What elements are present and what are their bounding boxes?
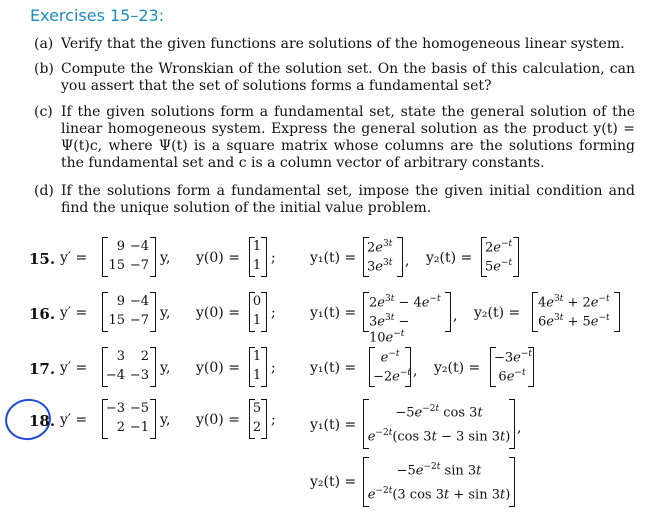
problem-15-y2-label: y₂(t) =	[426, 250, 473, 266]
problem-16-y2-vector: $4e^{3t} + 2e^{-t}$ $6e^{3t} + 5e^{-t}$	[532, 292, 620, 332]
part-d-label: (d)	[34, 183, 54, 199]
problem-15-y0-label: y(0) =	[196, 250, 240, 266]
part-d	[34, 183, 634, 217]
comma: ,	[517, 420, 522, 436]
problem-16-y2-label: y₂(t) =	[474, 305, 521, 321]
problem-15-y1-label: y₁(t) =	[310, 250, 357, 266]
exercises-title: Exercises 15–23:	[30, 6, 165, 25]
problem-17-number: 17.	[29, 360, 56, 378]
vector-cell: 0	[252, 294, 262, 309]
part-c	[34, 104, 634, 172]
comma: ,	[413, 363, 418, 379]
part-c-label: (c)	[34, 104, 53, 120]
matrix-cell: −5	[129, 401, 149, 416]
problem-17-y0-vector	[249, 347, 267, 387]
semicolon: ;	[271, 360, 276, 376]
part-a-label: (a)	[34, 36, 54, 52]
matrix-cell: 15	[108, 313, 125, 328]
problem-15-y1-vector: $2e^{3t}$ $3e^{3t}$	[363, 237, 403, 277]
vector-cell: 1	[252, 368, 262, 383]
semicolon: ;	[271, 412, 276, 428]
vector-cell: 1	[252, 349, 262, 364]
problem-15-number: 15.	[29, 250, 56, 268]
problem-15-y0-vector	[249, 237, 267, 277]
problem-16-yprime: y′ =	[60, 305, 88, 321]
matrix-cell: 15	[108, 258, 125, 273]
comma: ,	[405, 253, 410, 269]
vector-cell: 1	[252, 258, 262, 273]
part-a	[34, 36, 634, 53]
problem-16-y0-vector	[249, 292, 267, 332]
matrix-cell: 9	[116, 294, 125, 309]
matrix-cell: −7	[129, 258, 149, 273]
problem-18-number: 18.	[29, 412, 56, 430]
vector-cell: 2	[252, 420, 262, 435]
problem-15-y: y,	[160, 250, 171, 266]
part-d-text: If the solutions form a fundamental set, impose the given initial condition and find the unique solution of the initial value problem.	[61, 183, 635, 216]
vector-cell: 1	[252, 313, 262, 328]
problem-16-y0-label: y(0) =	[196, 305, 240, 321]
problem-17-y0-label: y(0) =	[196, 360, 240, 376]
problem-15-matrix	[102, 237, 156, 277]
problem-18-y0-vector	[249, 399, 267, 439]
problem-18-y0-label: y(0) =	[196, 412, 240, 428]
matrix-cell: −1	[129, 420, 149, 435]
matrix-cell: 2	[116, 420, 125, 435]
matrix-cell: −7	[129, 313, 149, 328]
matrix-cell: 3	[116, 349, 125, 364]
matrix-cell: −4	[129, 239, 149, 254]
problem-15-yprime: y′ =	[60, 250, 88, 266]
matrix-cell: −4	[105, 368, 125, 383]
matrix-cell: −4	[129, 294, 149, 309]
problem-18-y: y,	[160, 412, 171, 428]
problem-18-yprime: y′ =	[60, 412, 88, 428]
problem-17-y1-label: y₁(t) =	[310, 360, 357, 376]
part-b-label: (b)	[34, 61, 54, 77]
problem-16-matrix	[102, 292, 156, 332]
problem-18-y1-label: y₁(t) =	[310, 417, 357, 433]
problem-16-number: 16.	[29, 305, 56, 323]
problem-18-y2-vector: $-5e^{-2t}$ sin 3t $e^{-2t}(3$ cos 3t + sin 3t)	[363, 457, 515, 507]
semicolon: ;	[271, 250, 276, 266]
matrix-cell: −3	[129, 368, 149, 383]
part-b-text: Compute the Wronskian of the solution set. On the basis of this calculation, can you assert that the set of solutions forms a fundamental set?	[61, 61, 635, 94]
part-c-text: If the given solutions form a fundamental set, state the general solution of the linear homogeneous system. Express the general solution as the product y(t) = Ψ(t)c, where Ψ(t) is a square matrix whose columns are the solutions forming the fundamental set and c is a column vector of arbitrary constants.	[61, 104, 635, 171]
problem-15-y2-vector: $2e^{-t}$ $5e^{-t}$	[481, 237, 519, 277]
problem-17-y1-vector: $e^{-t}$ $-2e^{-t}$	[369, 347, 411, 387]
problem-17-y: y,	[160, 360, 171, 376]
problem-17-y2-vector: $-3e^{-t}$ $6e^{-t}$	[490, 347, 534, 387]
comma: ,	[453, 308, 458, 324]
matrix-cell: 2	[140, 349, 149, 364]
problem-16-y1-vector: $2e^{3t} - 4e^{-t}$ $3e^{3t} - 10e^{-t}$	[363, 292, 451, 332]
problem-17-yprime: y′ =	[60, 360, 88, 376]
matrix-cell: 9	[116, 239, 125, 254]
matrix-cell: −3	[105, 401, 125, 416]
vector-cell: 5	[252, 401, 262, 416]
problem-16-y: y,	[160, 305, 171, 321]
problem-17-matrix	[102, 347, 156, 387]
part-b	[34, 61, 634, 95]
semicolon: ;	[271, 305, 276, 321]
problem-16-y1-label: y₁(t) =	[310, 305, 357, 321]
problem-17-y2-label: y₂(t) =	[434, 360, 481, 376]
problem-18-matrix	[102, 399, 156, 439]
vector-cell: 1	[252, 239, 262, 254]
problem-18-y2-label: y₂(t) =	[310, 474, 357, 490]
problem-18-y1-vector: $-5e^{-2t}$ cos 3t $e^{-2t}(\cos$ 3t − 3 sin 3t)	[363, 399, 515, 449]
part-a-text: Verify that the given functions are solutions of the homogeneous linear system.	[61, 36, 625, 52]
